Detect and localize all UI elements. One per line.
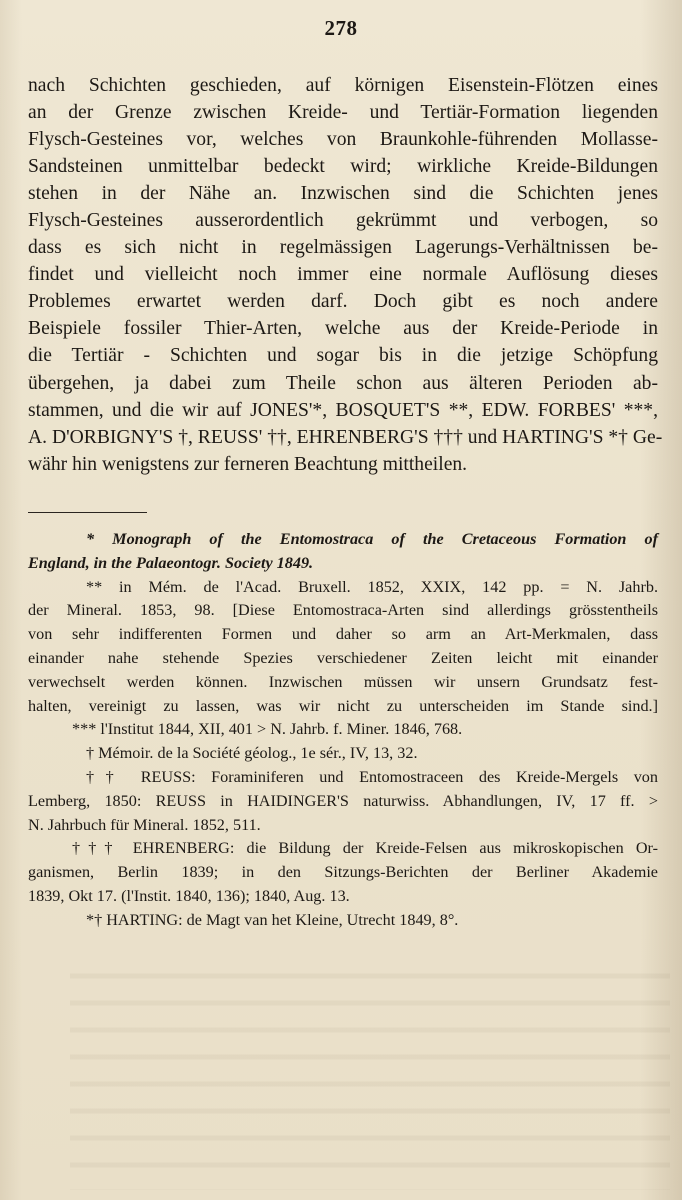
footnote-line: Lemberg, 1850: REUSS in HAIDINGER'S naturwiss. Abhandlungen, IV, 17 ff. > [28, 791, 658, 810]
footnote-line: von sehr indifferenten Formen und daher so arm an Art-Merkmalen, dass [28, 625, 658, 644]
page-number: 278 [324, 16, 358, 40]
footnote-line: *** l'Institut 1844, XII, 401 > N. Jahrb. f. Miner. 1846, 768. [72, 720, 463, 739]
bleed-through-text [70, 960, 670, 1190]
text-line: findet und vielleicht noch immer eine normale Auflösung dieses [28, 264, 658, 286]
footnote-line: ganismen, Berlin 1839; in den Sitzungs-Berichten der Berliner Akademie [28, 863, 658, 882]
text-line: nach Schichten geschieden, auf körnigen Eisenstein-Flötzen eines [28, 75, 658, 96]
text-line: an der Grenze zwischen Kreide- und Tertiär-Formation liegenden [28, 102, 658, 124]
text-line: die Tertiär - Schichten und sogar bis in die jetzige Schöpfung [28, 345, 658, 367]
text-line: dass es sich nicht in regelmässigen Lagerungs-Verhältnissen be- [28, 237, 658, 259]
footnote-line: England, in the Palaeontogr. Society 1849. [28, 553, 314, 572]
text-line: stehen in der Nähe an. Inzwischen sind die Schichten jenes [28, 183, 658, 205]
footnotes [28, 528, 658, 933]
footnote-line: *† HARTING: de Magt van het Kleine, Utrecht 1849, 8°. [86, 910, 459, 929]
footnote-line: verwechselt werden können. Inzwischen müssen wir unsern Grundsatz fest- [28, 672, 658, 691]
footnote-line: N. Jahrbuch für Mineral. 1852, 511. [28, 815, 261, 834]
footnote-line: halten, vereinigt zu lassen, was wir nicht zu unterscheiden im Stande sind.] [28, 696, 658, 715]
text-line: Beispiele fossiler Thier-Arten, welche aus der Kreide-Periode in [28, 318, 658, 340]
footnote-line: einander nahe stehende Spezies verschiedener Zeiten leicht mit einander [28, 648, 658, 667]
text-line: übergehen, ja dabei zum Theile schon aus älteren Perioden ab- [28, 372, 658, 394]
text-line: Problemes erwartet werden darf. Doch gibt es noch andere [28, 291, 658, 313]
footnote-line: †† REUSS: Foraminiferen und Entomostraceen des Kreide-Mergels von [86, 767, 658, 786]
text-line: Flysch-Gesteines ausserordentlich gekrümmt und verbogen, so [28, 210, 658, 232]
text-line: stammen, und die wir auf JONES'*, BOSQUET'S **, EDW. FORBES' ***, [28, 399, 658, 421]
footnote-separator [28, 512, 147, 513]
footnote-line: ††† EHRENBERG: die Bildung der Kreide-Felsen aus mikroskopischen Or- [72, 839, 658, 858]
text-line: Sandsteinen unmittelbar bedeckt wird; wirkliche Kreide-Bildungen [28, 156, 658, 178]
main-text [28, 72, 663, 478]
footnote-line: 1839, Okt 17. (l'Instit. 1840, 136); 1840, Aug. 13. [28, 886, 350, 905]
text-line: A. D'ORBIGNY'S †, REUSS' ††, EHRENBERG'S ††† und HARTING'S *† Ge- [28, 426, 663, 448]
footnote-line: der Mineral. 1853, 98. [Diese Entomostraca-Arten sind allerdings grösstentheils [28, 601, 658, 620]
footnote-line: * Monograph of the Entomostraca of the Cretaceous Formation of [86, 530, 658, 548]
footnote-line: † Mémoir. de la Société géolog., 1e sér., IV, 13, 32. [86, 744, 418, 763]
text-line: währ hin wenigstens zur ferneren Beachtung mittheilen. [28, 453, 468, 475]
text-line: Flysch-Gesteines vor, welches von Braunkohle-führenden Mollasse- [28, 129, 658, 151]
footnote-line: ** in Mém. de l'Acad. Bruxell. 1852, XXIX, 142 pp. = N. Jahrb. [86, 577, 658, 596]
